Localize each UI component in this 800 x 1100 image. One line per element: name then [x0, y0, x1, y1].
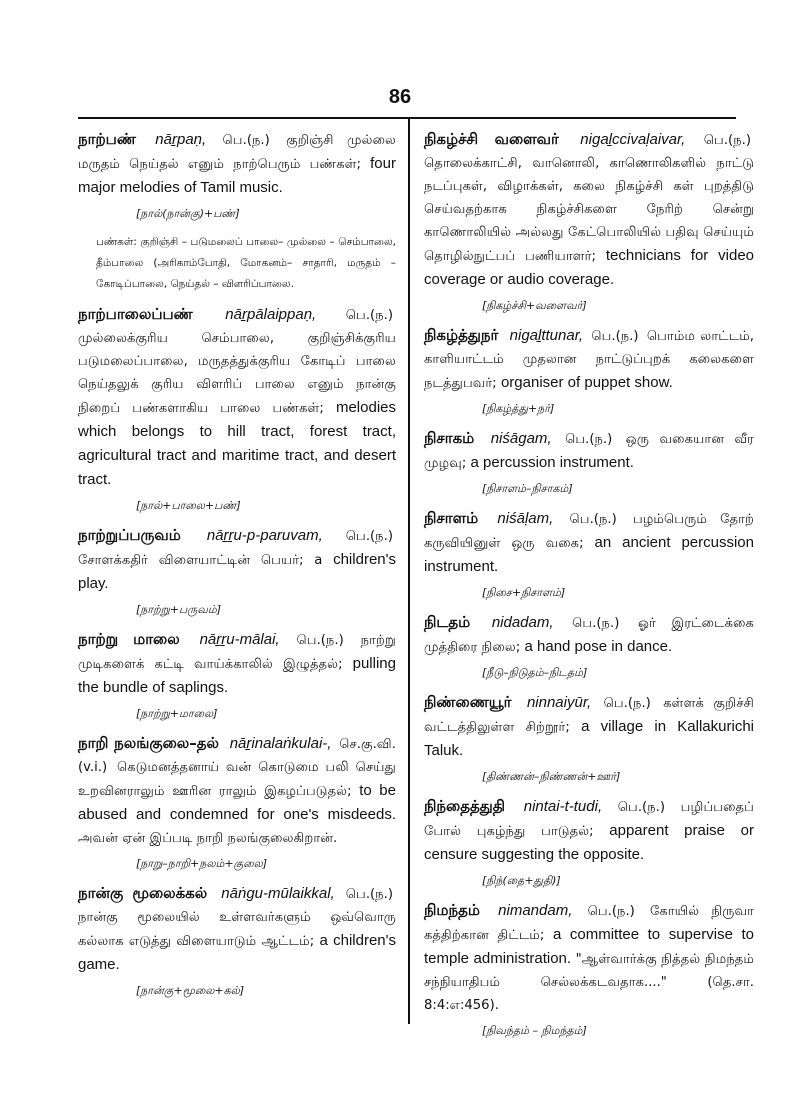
right-column	[424, 128, 754, 1049]
tamil-definition: கள்ளக் குறிச்சி வட்டத்திலுள்ள சிற்றூர்;	[424, 696, 754, 735]
grammar-tag: பெ.(ந.)	[565, 432, 613, 447]
transliteration: nāṟṟu-mālai,	[199, 631, 280, 648]
grammar-tag: பெ.(ந.)	[345, 887, 393, 902]
headword: நிகழ்த்துநர்	[424, 326, 499, 344]
headword: நிடதம்	[424, 613, 471, 631]
transliteration: nāṟpālaippaṇ,	[225, 306, 317, 323]
dictionary-entry	[424, 795, 754, 889]
etymology: [நான்கு+மூலை+கல்]	[136, 984, 245, 997]
headword: நாறி நலங்குலை–தல்	[78, 734, 219, 752]
tamil-definition: ஓர் இரட்டைக்கை முத்திரை நிலை;	[424, 616, 754, 655]
tamil-definition: நாற்று முடிகளைக் கட்டி வாய்க்காலில் இழுத்தல்;	[78, 633, 396, 672]
transliteration: nigaḻccivaḷaivar,	[580, 131, 686, 148]
usage-note: பண்கள்: குறிஞ்சி – படுமலைப் பாலை– முல்லை – செம்பாலை, தீம்பாலை (அரிகாம்போதி, மோகனம்– சாதாரி, மருதம் – கோடிப்பாலை, நெய்தல் – விளரிப்பாலை.	[96, 236, 396, 290]
tamil-definition: முல்லைக்குரிய செம்பாலை, குறிஞ்சிக்குரிய படுமலைப்பாலை, மருதத்துக்குரிய கோடிப் பாலை நெய்தலுக் குரிய விளரிப் பாலை எனும் நான்கு நிறைப் பண்களாகிய பாலை பண்கள்;	[78, 331, 396, 416]
grammar-tag: பெ.(ந.)	[603, 696, 651, 711]
tamil-definition: குறிஞ்சி முல்லை மருதம் நெய்தல் எனும் நாற்பெரும் பண்கள்;	[78, 133, 396, 172]
dictionary-entry	[424, 324, 754, 417]
etymology: [நீடு–நிடுதம்–நிடதம்]	[482, 666, 588, 679]
headword: நிகழ்ச்சி வளைவர்	[424, 130, 559, 148]
english-definition: apparent praise or censure suggesting the opposite.	[424, 822, 754, 863]
etymology: [நிவந்தம் – நிமந்தம்]	[482, 1024, 587, 1037]
english-definition: pulling the bundle of saplings.	[78, 655, 396, 696]
grammar-tag: பெ.(ந.)	[569, 512, 617, 527]
etymology: [நால்+பாலை+பண்]	[136, 499, 241, 512]
grammar-tag: பெ.(ந.)	[296, 633, 344, 648]
etymology: [நிசை+நிசாளம்]	[482, 586, 566, 599]
etymology: [நாற்று+பருவம்]	[136, 603, 222, 616]
etymology: [நால்(நான்கு)+பண்]	[136, 207, 240, 220]
headword: நாற்று மாலை	[78, 630, 180, 648]
headword: நாற்றுப்பருவம்	[78, 526, 181, 544]
english-definition: four major melodies of Tamil music.	[78, 155, 396, 196]
grammar-tag: பெ.(ந.)	[587, 904, 635, 919]
dictionary-entry	[78, 628, 396, 722]
dictionary-entry	[424, 899, 754, 1039]
page-number: 86	[388, 86, 412, 108]
english-definition: an ancient percussion instrument.	[424, 534, 754, 575]
dictionary-entry	[424, 611, 754, 681]
grammar-tag: பெ.(ந.)	[703, 133, 751, 148]
tamil-definition: நான்கு மூலையில் உள்ளவர்களும் ஒவ்வொரு கல்லாக எடுத்து விளையாடும் ஆட்டம்;	[78, 910, 396, 949]
citation-quote: "ஆள்வார்க்கு நித்தல் நிமந்தம் சந்நியாதிபம் செல்லக்கடவதாக...." (தெ.சா. 8:4:எ:456).	[424, 952, 754, 1013]
etymology: [நிகழ்த்து+நர்]	[482, 402, 555, 415]
english-definition: a children's game.	[78, 932, 396, 973]
transliteration: nāṟinalaṅkulai-,	[229, 735, 332, 752]
etymology: [நிகழ்ச்சி+வளைவர்]	[482, 299, 587, 312]
dictionary-entry	[78, 524, 396, 618]
grammar-tag: பெ.(ந.)	[345, 308, 393, 323]
english-definition: technicians for video coverage or audio coverage.	[424, 247, 755, 288]
tamil-definition: சோளக்கதிர் விளையாட்டின் பெயர்; a	[78, 553, 323, 568]
transliteration: nimandam,	[498, 902, 573, 919]
english-definition: a committee to supervise to temple administration.	[424, 926, 754, 967]
grammar-tag: பெ.(ந.)	[345, 529, 393, 544]
left-column	[78, 128, 396, 1009]
column-divider	[408, 119, 410, 1024]
etymology: [நிசாளம்–நிசாகம்]	[482, 482, 573, 495]
dictionary-entry	[78, 732, 396, 872]
grammar-tag: பெ.(ந.)	[617, 800, 665, 815]
dictionary-entry	[424, 507, 754, 601]
headword: நிந்தைத்துதி	[424, 797, 506, 815]
etymology: [திண்ணன்–நிண்ணன்+ஊர்]	[482, 770, 621, 783]
etymology: [நாறு–நாறி+நலம்+குலை]	[136, 857, 268, 870]
tamil-definition: தொலைக்காட்சி, வானொலி, காணொலிகளில் நாட்டு நடப்புகள், விழாக்கள், கலை நிகழ்ச்சி கள் புறத்திடு செய்வதற்காக நிகழ்ச்சிகளை நேரிற் சென்று காணொலியில் அல்லது கேட்பொலியில் பதிவு செய்யும் தொழில்நுட்பப் பணியாளர்;	[424, 156, 754, 264]
english-definition: a percussion instrument.	[470, 454, 634, 471]
headword: நிமந்தம்	[424, 901, 480, 919]
headword: நிசாளம்	[424, 509, 479, 527]
english-definition: a village in Kallakurichi Taluk.	[424, 718, 754, 759]
tamil-definition: பழிப்பதைப் போல் புகழ்ந்து பாடுதல்;	[424, 800, 754, 839]
english-definition: to be abused and condemned for one's misdeeds.	[78, 782, 396, 823]
headword: நிசாகம்	[424, 429, 475, 447]
grammar-tag: பெ.(ந.)	[591, 329, 639, 344]
transliteration: nāṟpaṇ,	[155, 131, 207, 148]
transliteration: niśāḷam,	[497, 510, 554, 527]
usage-example: அவன் ஏன் இப்படி நாறி நலங்குலைகிறான்.	[78, 831, 338, 846]
english-definition: organiser of puppet show.	[500, 374, 673, 391]
headword: நான்கு மூலைக்கல்	[78, 884, 208, 902]
tamil-definition: பழம்பெரும் தோற் கருவியினுள் ஒரு வகை;	[424, 512, 755, 551]
english-definition: melodies which belongs to hill tract, forest tract, agricultural tract and maritime tract, and desert tract.	[78, 399, 396, 488]
transliteration: niśāgam,	[490, 430, 552, 447]
transliteration: nintai-t-tudi,	[523, 798, 603, 815]
tamil-definition: கோயில் நிருவா கத்திற்கான திட்டம்;	[424, 904, 755, 943]
etymology: [நிந்(தை+துதி)]	[482, 874, 561, 887]
dictionary-entry	[424, 691, 754, 785]
grammar-tag: பெ.(ந.)	[572, 616, 620, 631]
dictionary-entry	[424, 128, 754, 314]
tamil-definition: கெடுமனத்தனாய் வன் கொடுமை பலி செய்து உறவினராலும் ஊரின ராலும் இகழப்படுதல்;	[78, 760, 396, 799]
english-definition: children's play.	[78, 551, 396, 592]
dictionary-entry	[424, 427, 754, 497]
grammar-tag: பெ.(ந.)	[222, 133, 270, 148]
dictionary-entry	[78, 882, 396, 999]
headword: நிண்ணையூர்	[424, 693, 512, 711]
transliteration: nidadam,	[491, 614, 554, 631]
tamil-definition: ஒரு வகையான வீர முழவு;	[424, 432, 754, 471]
transliteration: nāṟṟu-p-paruvam,	[206, 527, 323, 544]
english-definition: a hand pose in dance.	[524, 638, 673, 655]
header-rule	[78, 117, 736, 119]
etymology: [நாற்று+மாலை]	[136, 707, 218, 720]
grammar-tag: செ.கு.வி.(v.i.)	[78, 737, 396, 775]
dictionary-entry	[78, 128, 396, 295]
transliteration: ninnaiyūr,	[526, 694, 592, 711]
transliteration: nigaḻttunar,	[509, 327, 584, 344]
headword: நாற்பாலைப்பண்	[78, 305, 193, 323]
dictionary-entry	[78, 303, 396, 514]
headword: நாற்பண்	[78, 130, 136, 148]
transliteration: nāṅgu-mūlaikkal,	[221, 885, 335, 902]
tamil-definition: பொம்ம லாட்டம், காளியாட்டம் முதலான நாட்டுப்புறக் கலைகளை நடத்துபவர்;	[424, 329, 754, 391]
